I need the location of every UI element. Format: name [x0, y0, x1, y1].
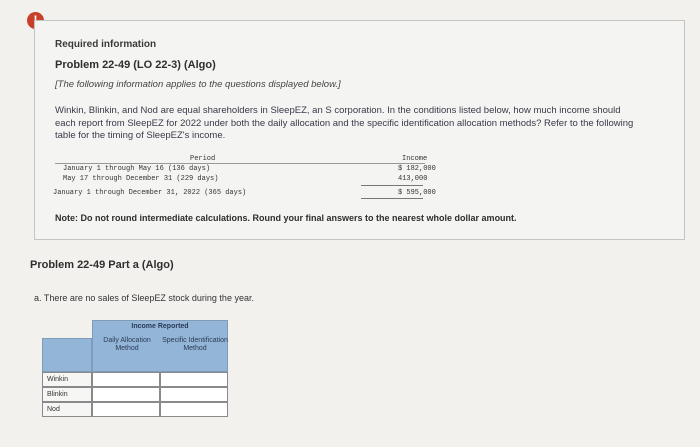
part-instruction: a. There are no sales of SleepEZ stock during the year.	[34, 293, 254, 303]
winkin-specific-input[interactable]	[160, 372, 228, 387]
income-reported-label: Income Reported	[131, 323, 189, 330]
winkin-daily-input[interactable]	[92, 372, 160, 387]
required-information-box	[34, 20, 685, 240]
period-row: January 1 through May 16 (136 days)	[63, 165, 211, 173]
period-header: Period	[190, 155, 216, 163]
table-row	[42, 402, 228, 417]
info-note: [The following information applies to the questions displayed below.]	[55, 79, 341, 90]
income-cell: $ 182,000	[398, 165, 436, 173]
income-reported-header	[92, 320, 228, 372]
rounding-note: Note: Do not round intermediate calculations. Round your final answers to the nearest whole dollar amount.	[55, 213, 517, 223]
problem-paragraph: Winkin, Blinkin, and Nod are equal shareholders in SleepEZ, an S corporation. In the conditions listed below, how much income should each report from SleepEZ for 2022 under both the daily allocation and the specific identification allocation methods? Refer to the following table for the timing of SleepEZ's income.	[55, 105, 634, 141]
income-header: Income	[402, 155, 428, 163]
row-label-blinkin: Blinkin	[42, 387, 92, 402]
period-row: May 17 through December 31 (229 days)	[63, 175, 219, 183]
income-cell: 413,000	[398, 175, 428, 183]
total-rule	[361, 198, 423, 199]
blinkin-specific-input[interactable]	[160, 387, 228, 402]
part-title: Problem 22-49 Part a (Algo)	[30, 259, 174, 271]
income-timing-table	[55, 154, 445, 198]
row-label-header	[42, 338, 92, 372]
row-label-winkin: Winkin	[42, 372, 92, 387]
daily-allocation-header: Daily Allocation Method	[103, 337, 151, 352]
answer-table	[42, 320, 228, 419]
blinkin-daily-input[interactable]	[92, 387, 160, 402]
nod-specific-input[interactable]	[160, 402, 228, 417]
table-row	[42, 372, 228, 387]
table-row	[42, 387, 228, 402]
subtotal-rule	[361, 185, 423, 186]
header-rule	[55, 163, 425, 164]
specific-identification-header: Specific Identification Method	[162, 337, 228, 352]
nod-daily-input[interactable]	[92, 402, 160, 417]
row-label-nod: Nod	[42, 402, 92, 417]
problem-title: Problem 22-49 (LO 22-3) (Algo)	[55, 59, 216, 71]
period-row: January 1 through December 31, 2022 (365 days)	[53, 189, 247, 197]
income-total-cell: $ 595,000	[398, 189, 436, 197]
required-info-title: Required information	[55, 39, 157, 50]
